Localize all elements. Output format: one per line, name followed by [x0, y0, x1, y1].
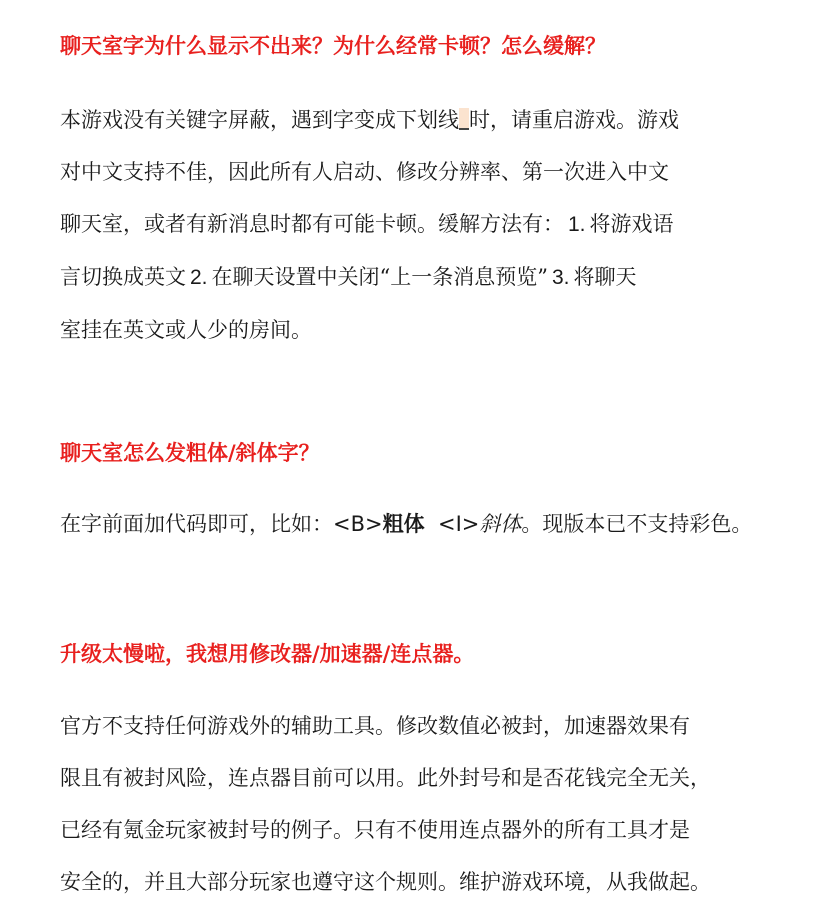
faq-heading-chat-display: 聊天室字为什么显示不出来？为什么经常卡顿？怎么缓解？ — [60, 34, 606, 58]
faq-answer-bold-italic — [60, 498, 760, 550]
underline-highlight-mark — [459, 108, 469, 130]
list-number: 1. — [568, 213, 586, 236]
list-number: 3. — [552, 266, 570, 289]
bold-example: 粗体 — [382, 512, 425, 536]
answer-line: 对中文支持不佳，因此所有人启动、修改分辨率、第一次进入中文 — [60, 160, 669, 184]
answer-line: 已经有氪金玩家被封号的例子。只有不使用连点器外的所有工具才是 — [60, 818, 690, 842]
answer-line: 言切换成英文 2. 在聊天设置中关闭“上一条消息预览” 3. 将聊天 — [60, 265, 637, 289]
faq-answer-chat-display — [60, 94, 760, 356]
italic-example: 斜体 — [479, 512, 522, 536]
faq-heading-cheat-tools: 升级太慢啦，我想用修改器/加速器/连点器。 — [60, 642, 475, 666]
answer-line: 官方不支持任何游戏外的辅助工具。修改数值必被封，加速器效果有 — [60, 714, 690, 738]
list-number: 2. — [190, 266, 208, 289]
faq-answer-cheat-tools — [60, 700, 760, 908]
answer-line: 限且有被封风险，连点器目前可以用。此外封号和是否花钱完全无关， — [60, 766, 711, 790]
answer-line: 本游戏没有关键字屏蔽，遇到字变成下划线 时，请重启游戏。游戏 — [60, 108, 679, 132]
code-bold-tag: <B> — [333, 512, 383, 536]
answer-line: 聊天室，或者有新消息时都有可能卡顿。缓解方法有： 1. 将游戏语 — [60, 212, 674, 236]
code-italic-tag: <I> — [437, 512, 480, 536]
answer-line: 室挂在英文或人少的房间。 — [60, 318, 312, 342]
answer-line: 安全的，并且大部分玩家也遵守这个规则。维护游戏环境，从我做起。 — [60, 870, 711, 894]
faq-heading-bold-italic: 聊天室怎么发粗体/斜体字？ — [60, 441, 320, 465]
answer-line: 在字前面加代码即可，比如：<B>粗体 <I>斜体。现版本已不支持彩色。 — [60, 512, 753, 536]
